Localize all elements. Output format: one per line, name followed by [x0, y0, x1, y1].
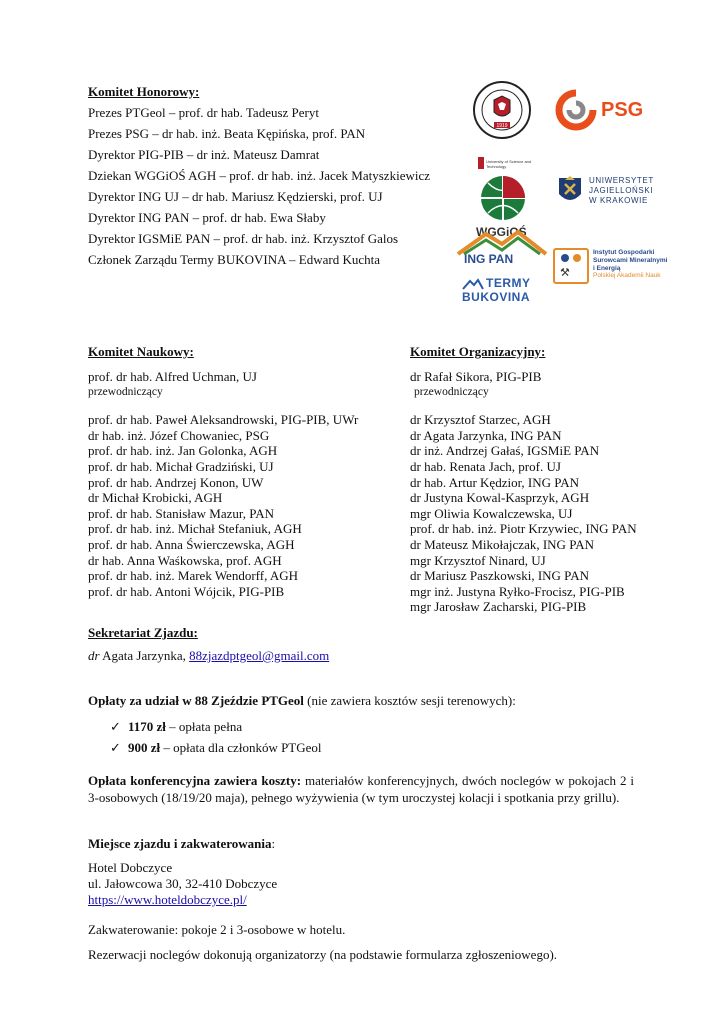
secretariat-contact: [88, 645, 648, 666]
scientific-committee: [88, 343, 388, 599]
scientific-member: dr hab. inż. Józef Chowaniec, PSG: [88, 427, 270, 443]
secretariat-title: Sekretariat Zjazdu:: [88, 625, 198, 640]
scientific-member: prof. dr hab. Michał Gradziński, UJ: [88, 458, 274, 474]
organizing-member: dr hab. Renata Jach, prof. UJ: [410, 458, 561, 474]
organizing-member: dr Mariusz Paszkowski, ING PAN: [410, 568, 589, 584]
igsmie-line-4: Polskiej Akademii Nauk: [593, 272, 661, 280]
uj-logo: [557, 172, 677, 212]
fees-section: [88, 690, 648, 759]
reservation-info: Rezerwacji noclegów dokonują organizatorzy (na podstawie formularza zgłoszeniowego).: [88, 947, 558, 962]
organizing-member: mgr inż. Justyna Ryłko-Frocisz, PIG-PIB: [410, 583, 625, 599]
ing-pan-logo: ING PAN: [456, 228, 548, 268]
pig-pib-logo: [472, 80, 532, 140]
venue-section: [88, 834, 648, 908]
honorary-member: Prezes PSG – dr hab. inż. Beata Kępińska, prof. PAN: [88, 126, 366, 141]
conference-fee-text: materiałów konferencyjnych, dwóch noclegów w pokojach 2 i 3-osobowych (18/19/20 maja), pełnego wyżywienia (w tym uroczystej kolacji i spotkania przy grillu).: [88, 773, 634, 805]
fee-desc: – opłata pełna: [165, 719, 243, 734]
uj-line-1: UNIWERSYTET: [589, 176, 654, 185]
honorary-member: Dyrektor IGSMiE PAN – prof. dr hab. inż. Krzysztof Galos: [88, 231, 399, 246]
fee-amount: 1170 zł: [128, 719, 166, 734]
scientific-chair: prof. dr hab. Alfred Uchman, UJ: [88, 369, 257, 384]
igsmie-pan-logo: ⚒ Instytut Gospodarki Surowcami Mineralnymi i Energią Polskiej Akademii Nauk: [553, 248, 683, 290]
venue-address: ul. Jałowcowa 30, 32-410 Dobczyce: [88, 876, 278, 891]
uj-line-2: JAGIELLOŃSKI: [589, 186, 654, 195]
checkmark-icon: ✓: [110, 720, 121, 735]
organizing-member: dr Agata Jarzynka, ING PAN: [410, 427, 562, 443]
venue-website-link[interactable]: https://www.hoteldobczyce.pl/: [88, 892, 247, 907]
honorary-member: Członek Zarządu Termy BUKOVINA – Edward Kuchta: [88, 252, 380, 267]
honorary-member: Dyrektor ING PAN – prof. dr hab. Ewa Słaby: [88, 210, 326, 225]
organizing-member: dr Krzysztof Starzec, AGH: [410, 412, 551, 428]
organizing-committee: [410, 343, 710, 615]
organizing-member: dr Mateusz Mikołajczak, ING PAN: [410, 536, 595, 552]
scientific-member: prof. dr hab. Paweł Aleksandrowski, PIG-PIB, UWr: [88, 412, 359, 428]
venue-hotel-name: Hotel Dobczyce: [88, 860, 173, 875]
secretariat-email-link[interactable]: 88zjazdptgeol@gmail.com: [189, 648, 330, 663]
scientific-member: prof. dr hab. Stanisław Mazur, PAN: [88, 505, 275, 521]
organizing-member: dr inż. Andrzej Gałaś, IGSMiE PAN: [410, 443, 600, 459]
accommodation-info: Zakwaterowanie: pokoje 2 i 3-osobowe w hotelu.: [88, 922, 346, 937]
organizing-member: mgr Jarosław Zacharski, PIG-PIB: [410, 599, 587, 615]
secretariat: [88, 622, 648, 666]
honorary-member: Prezes PTGeol – prof. dr hab. Tadeusz Peryt: [88, 105, 319, 120]
conference-fee-details: [88, 773, 634, 806]
igsmie-line-3: i Energią: [593, 264, 621, 272]
igsmie-line-1: Instytut Gospodarki: [593, 249, 655, 256]
scientific-member: prof. dr hab. Andrzej Konon, UW: [88, 474, 264, 490]
igsmie-line-2: Surowcami Mineralnymi: [593, 256, 668, 264]
honorary-committee: [88, 82, 468, 270]
secretariat-name: Agata Jarzynka,: [99, 648, 190, 663]
scientific-member: prof. dr hab. Antoni Wójcik, PIG-PIB: [88, 583, 285, 599]
scientific-title: Komitet Naukowy:: [88, 344, 194, 359]
scientific-chair-role: przewodniczący: [88, 385, 163, 398]
checkmark-icon: ✓: [110, 741, 121, 756]
venue-title: Miejsce zjazdu i zakwaterowania: [88, 836, 272, 851]
fee-item: [88, 738, 648, 759]
venue-heading: [88, 834, 648, 854]
honorary-member: Dziekan WGGiOŚ AGH – prof. dr hab. inż. Jacek Matyszkiewicz: [88, 168, 430, 183]
scientific-member: dr Michał Krobicki, AGH: [88, 490, 223, 506]
organizing-member: mgr Oliwia Kowalczewska, UJ: [410, 505, 573, 521]
scientific-member: prof. dr hab. inż. Jan Golonka, AGH: [88, 443, 278, 459]
organizing-title: Komitet Organizacyjny:: [410, 344, 546, 359]
organizing-member: mgr Krzysztof Ninard, UJ: [410, 552, 546, 568]
fees-title: Opłaty za udział w 88 Zjeździe PTGeol: [88, 693, 304, 708]
secretariat-prefix: dr: [88, 648, 100, 663]
organizing-member: dr Justyna Kowal-Kasprzyk, AGH: [410, 490, 590, 506]
scientific-member: prof. dr hab. Anna Świerczewska, AGH: [88, 536, 295, 552]
organizing-member: prof. dr hab. inż. Piotr Krzywiec, ING PAN: [410, 521, 637, 537]
honorary-title: Komitet Honorowy:: [88, 84, 200, 99]
scientific-member: prof. dr hab. inż. Michał Stefaniuk, AGH: [88, 521, 302, 537]
termy-bukovina-logo: TERMY BUKOVINA: [462, 276, 531, 304]
scientific-member: dr hab. Anna Waśkowska, prof. AGH: [88, 552, 282, 568]
conference-fee-lead: Opłata konferencyjna zawiera koszty:: [88, 773, 302, 788]
honorary-member: Dyrektor ING UJ – dr hab. Mariusz Kędzierski, prof. UJ: [88, 189, 383, 204]
fee-amount: 900 zł: [128, 740, 161, 755]
uj-line-3: W KRAKOWIE: [589, 196, 648, 205]
psg-logo: PSG: [555, 89, 665, 135]
fees-note: (nie zawiera kosztów sesji terenowych):: [303, 693, 516, 708]
fee-desc: – opłata dla członków PTGeol: [160, 740, 322, 755]
scientific-member: prof. dr hab. inż. Marek Wendorff, AGH: [88, 568, 299, 584]
venue-colon: :: [271, 836, 276, 851]
organizing-member: dr hab. Artur Kędzior, ING PAN: [410, 474, 580, 490]
agh-wggios-logo: University of Science and Technology WGGiOŚ: [476, 159, 532, 239]
organizing-chair-role: przewodniczący: [414, 385, 489, 398]
fees-heading: [88, 690, 648, 711]
fee-item: [88, 717, 648, 738]
honorary-member: Dyrektor PIG-PIB – dr inż. Mateusz Damrat: [88, 147, 320, 162]
svg-text:1919: 1919: [496, 123, 508, 129]
organizing-chair: dr Rafał Sikora, PIG-PIB: [410, 369, 542, 384]
